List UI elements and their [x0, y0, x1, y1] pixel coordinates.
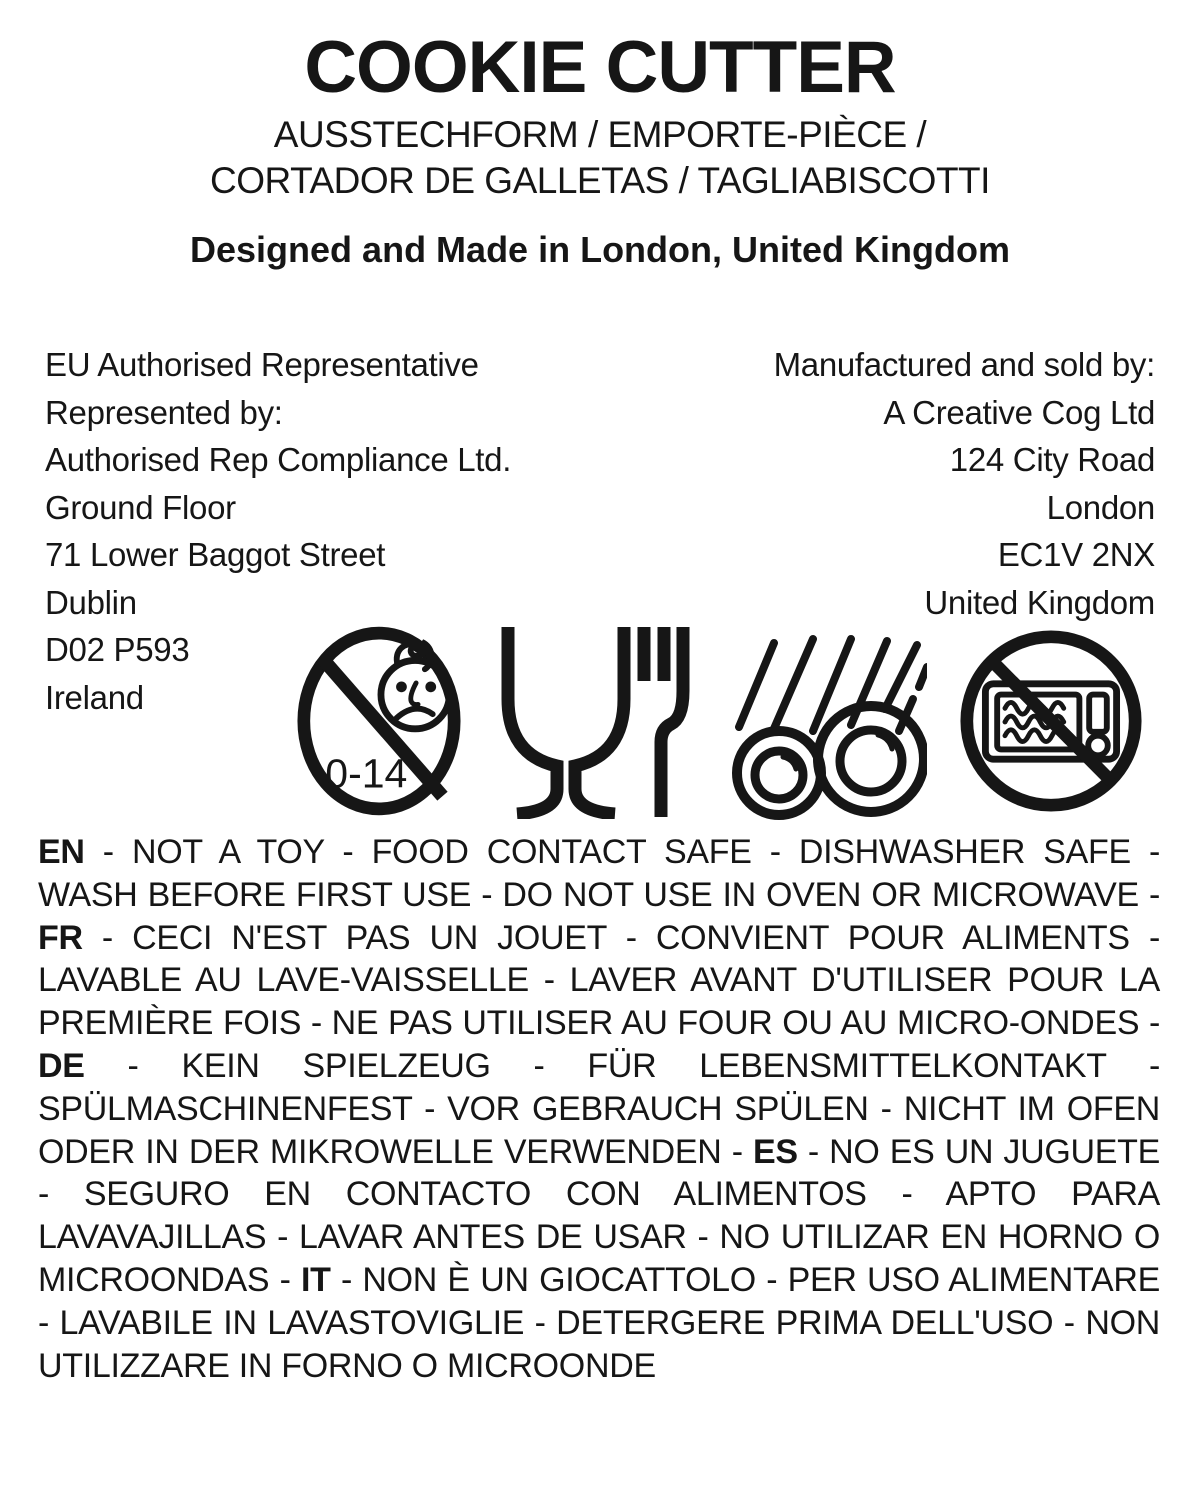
eu-rep-line: Ireland — [45, 678, 144, 716]
eu-rep-line: Dublin — [45, 583, 137, 621]
eu-rep-line: Authorised Rep Compliance Ltd. — [45, 441, 512, 478]
safety-text-segment: - KEIN SPIELZEUG - FÜR LEBENSMITTELKONTAKT - SPÜLMASCHINENFEST - VOR GEBRAUCH SPÜLEN - NICHT IM OFEN ODER IN DER MIKROWELLE VERWENDEN - — [38, 1046, 1160, 1171]
eu-rep-line: Ground Floor — [45, 488, 236, 526]
dishwasher-safe-icon — [721, 621, 927, 821]
manufacturer-line: 124 City Road — [949, 441, 1155, 478]
safety-icons-row — [296, 618, 1144, 823]
eu-rep-line: 71 Lower Baggot Street — [45, 536, 386, 573]
safety-text-segment: - NO ES UN JUGUETE - SEGURO EN CONTACTO CON ALIMENTOS - APTO PARA LAVAVAJILLAS - LAVAR ANTES DE USAR - NO UTILIZAR EN HORNO O MICROONDAS - — [38, 1132, 1160, 1299]
language-code: IT — [301, 1260, 331, 1299]
eu-rep-line: D02 P593 — [45, 631, 190, 668]
safety-text-segment: - CECI N'EST PAS UN JOUET - CONVIENT POUR ALIMENTS - LAVABLE AU LAVE-VAISSELLE - LAVER AVANT D'UTILISER POUR LA PREMIÈRE FOIS - NE PAS UTILISER AU FOUR OU AU MICRO-ONDES - — [38, 918, 1160, 1043]
language-code: EN — [38, 833, 85, 871]
safety-text-segment: - NOT A TOY - FOOD CONTACT SAFE - DISHWASHER SAFE - WASH BEFORE FIRST USE - DO NOT USE IN OVEN OR MICROWAVE - — [38, 833, 1160, 914]
food-contact-safe-icon — [493, 623, 691, 819]
manufacturer-block — [774, 341, 1155, 626]
page-title: COOKIE CUTTER — [304, 27, 896, 108]
manufacturer-line: United Kingdom — [924, 583, 1155, 621]
do-not-microwave-icon — [958, 628, 1144, 814]
age-range-label: 0-14 — [325, 749, 408, 796]
manufacturer-line: A Creative Cog Ltd — [883, 393, 1155, 431]
language-code: FR — [38, 918, 83, 957]
multilanguage-safety-text — [38, 831, 1160, 1387]
language-code: ES — [752, 1132, 798, 1171]
manufacturer-line: EC1V 2NX — [997, 536, 1155, 573]
language-code: DE — [38, 1046, 85, 1085]
manufacturer-heading: Manufactured and sold by: — [773, 346, 1155, 383]
eu-rep-heading: EU Authorised Representative — [45, 346, 479, 383]
safety-text-segment: - NON È UN GIOCATTOLO - PER USO ALIMENTARE - LAVABILE IN LAVASTOVIGLIE - DETERGERE PRIMA DELL'USO - NON UTILIZZARE IN FORNO O MICROONDE — [38, 1260, 1161, 1385]
product-name-translations — [0, 112, 1200, 204]
subtitle-line-2: CORTADOR DE GALLETAS / TAGLIABISCOTTI — [210, 160, 990, 201]
made-in-statement: Designed and Made in London, United Kingdom — [190, 229, 1010, 270]
subtitle-line-1: AUSSTECHFORM / EMPORTE-PIÈCE / — [273, 114, 927, 155]
not-suitable-for-children-0-14-icon — [296, 624, 462, 818]
eu-rep-line: Represented by: — [45, 393, 283, 431]
manufacturer-line: London — [1046, 488, 1155, 526]
